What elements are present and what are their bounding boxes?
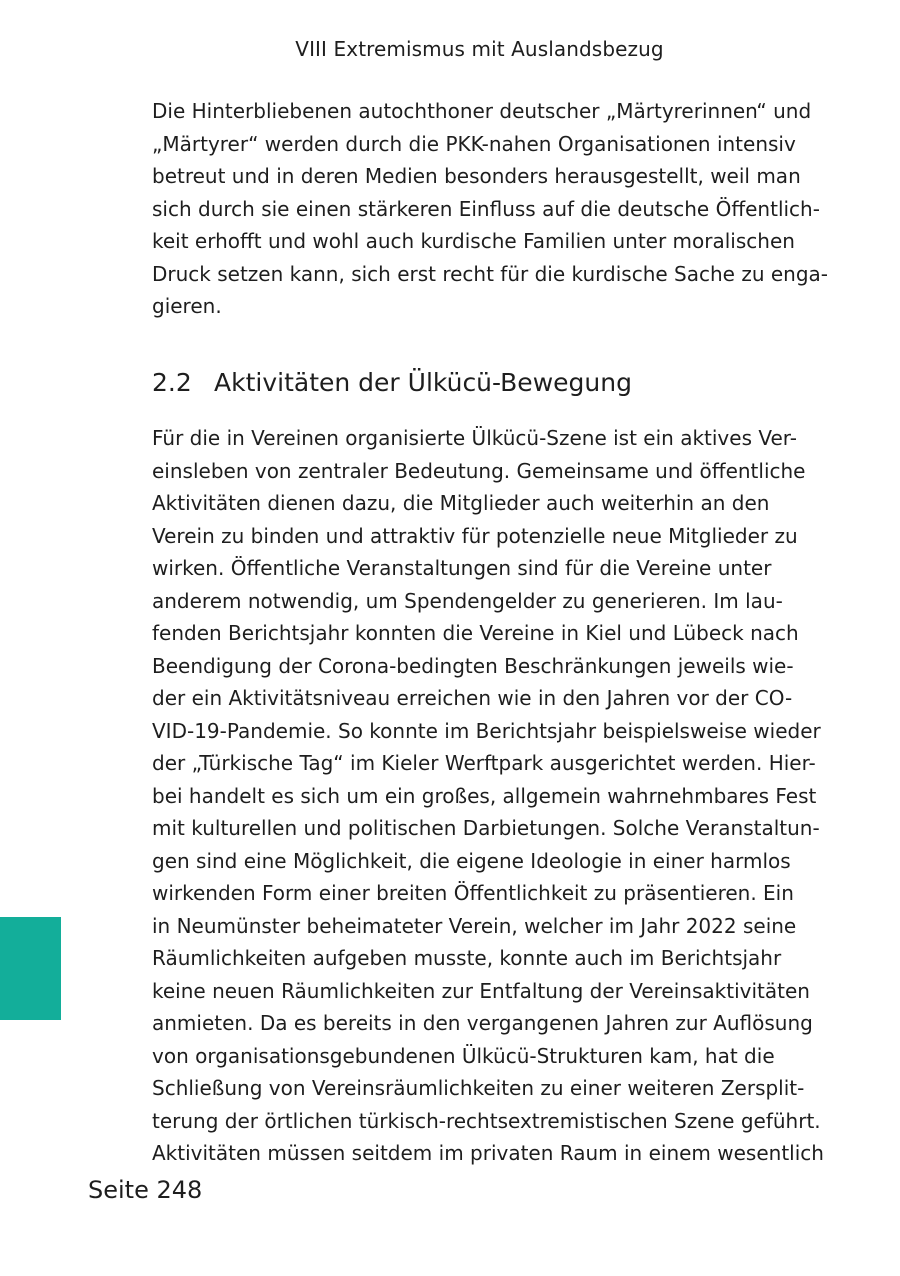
paragraph-line: betreut und in deren Medien besonders herausgestellt, weil man	[152, 164, 801, 188]
paragraph-line: bei handelt es sich um ein großes, allgemein wahrnehmbares Fest	[152, 783, 817, 808]
paragraph-line: keit erhofft und wohl auch kurdische Familien unter moralischen	[152, 229, 795, 253]
paragraph-line: Schließung von Vereinsräumlichkeiten zu einer weiteren Zersplit-	[152, 1076, 805, 1100]
paragraph-line: Druck setzen kann, sich erst recht für die kurdische Sache zu enga-	[152, 261, 828, 286]
paragraph-line: VID-19-Pandemie. So konnte im Berichtsjahr beispielsweise wieder	[152, 718, 821, 743]
paragraph-line: anmieten. Da es bereits in den vergangenen Jahren zur Auflösung	[152, 1011, 813, 1035]
paragraph-line: terung der örtlichen türkisch-rechtsextremistischen Szene geführt.	[152, 1108, 821, 1133]
paragraph-line: sich durch sie einen stärkeren Einfluss auf die deutsche Öffentlich-	[152, 196, 820, 221]
paragraph-line: gen sind eine Möglichkeit, die eigene Ideologie in einer harmlos	[152, 848, 791, 873]
chapter-side-tab	[0, 917, 61, 1020]
paragraph-line: von organisationsgebundenen Ülkücü-Strukturen kam, hat die	[152, 1043, 775, 1068]
intro-paragraph	[152, 95, 828, 323]
paragraph-line: anderem notwendig, um Spendengelder zu generieren. Im lau-	[152, 588, 783, 613]
paragraph-line: in Neumünster beheimateter Verein, welcher im Jahr 2022 seine	[152, 913, 797, 938]
paragraph-line: „Märtyrer“ werden durch die PKK-nahen Organisationen intensiv	[152, 131, 796, 156]
paragraph-line: Die Hinterbliebenen autochthoner deutscher „Märtyrerinnen“ und	[152, 99, 812, 123]
paragraph-line: Aktivitäten müssen seitdem im privaten Raum in einem wesentlich	[152, 1141, 824, 1165]
paragraph-line: Räumlichkeiten aufgeben musste, konnte auch im Berichtsjahr	[152, 946, 782, 970]
body-paragraph	[152, 422, 824, 1170]
paragraph-line: Beendigung der Corona-bedingten Beschränkungen jeweils wie-	[152, 653, 794, 678]
paragraph-line: einsleben von zentraler Bedeutung. Gemeinsame und öffentliche	[152, 458, 806, 483]
paragraph-line: der „Türkische Tag“ im Kieler Werftpark ausgerichtet werden. Hier-	[152, 751, 816, 775]
paragraph-line: keine neuen Räumlichkeiten zur Entfaltung der Vereinsaktivitäten	[152, 978, 810, 1003]
paragraph-line: mit kulturellen und politischen Darbietungen. Solche Veranstaltun-	[152, 816, 820, 840]
paragraph-line: gieren.	[152, 294, 222, 318]
paragraph-line: Aktivitäten dienen dazu, die Mitglieder auch weiterhin an den	[152, 491, 770, 515]
running-header: VIII Extremismus mit Auslandsbezug	[295, 37, 664, 61]
paragraph-line: wirkenden Form einer breiten Öffentlichkeit zu präsentieren. Ein	[152, 881, 794, 905]
paragraph-line: der ein Aktivitätsniveau erreichen wie in den Jahren vor der CO-	[152, 686, 793, 710]
page-number: Seite 248	[88, 1176, 203, 1204]
paragraph-line: wirken. Öffentliche Veranstaltungen sind für die Vereine unter	[152, 556, 772, 580]
paragraph-line: Verein zu binden und attraktiv für potenzielle neue Mitglieder zu	[152, 523, 798, 548]
section-number: 2.2	[152, 368, 192, 397]
paragraph-line: Für die in Vereinen organisierte Ülkücü-Szene ist ein aktives Ver-	[152, 426, 797, 450]
section-heading	[152, 366, 632, 400]
paragraph-line: fenden Berichtsjahr konnten die Vereine in Kiel und Lübeck nach	[152, 621, 799, 645]
section-title: Aktivitäten der Ülkücü-Bewegung	[214, 368, 632, 397]
